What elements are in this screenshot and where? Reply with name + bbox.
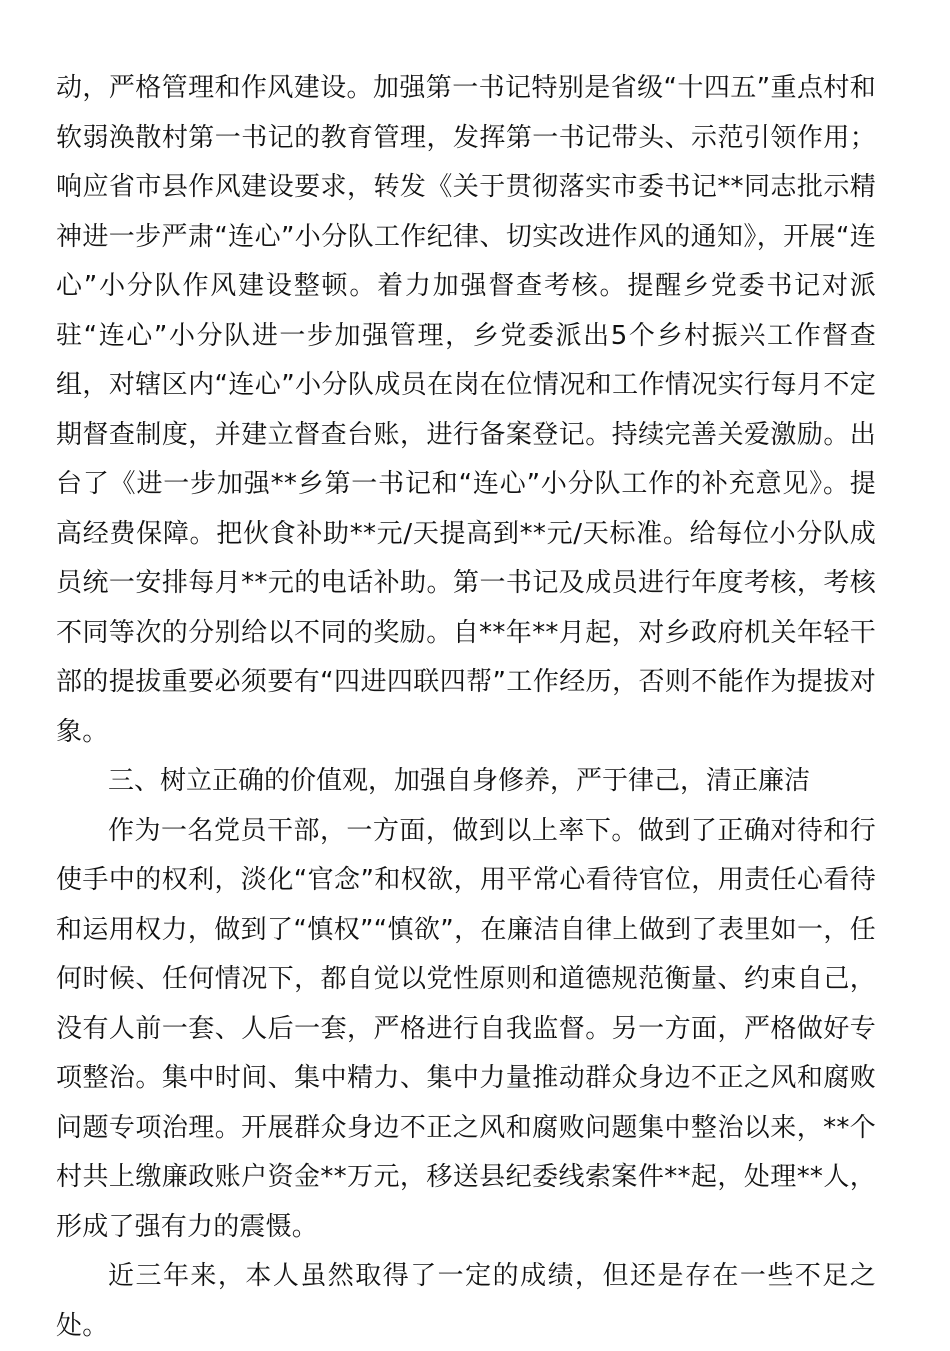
paragraph-closing: 近三年来，本人虽然取得了一定的成绩，但还是存在一些不足之处。: [56, 1261, 876, 1341]
paragraph-body: 作为一名党员干部，一方面，做到以上率下。做到了正确对待和行使手中的权利，淡化“官念”和权欲，用平常心看待官位，用责任心看待和运用权力，做到了“慎权”“慎欲”，在廉洁自律上做到了表里如一，任何时候、任何情况下，都自觉以党性原则和道德规范衡量、约束自己，没有人前一套、人后一套，严格进行自我监督。另一方面，严格做好专项整治。集中时间、集中精力、集中力量推动群众身边不正之风和腐败问题专项治理。开展群众身边不正之风和腐败问题集中整治以来，**个村共上缴廉政账户资金**万元，移送县纪委线索案件**起，处理**人，形成了强有力的震慑。: [56, 815, 876, 1242]
paragraph-continuation: 动，严格管理和作风建设。加强第一书记特别是省级“十四五”重点村和软弱涣散村第一书记的教育管理，发挥第一书记带头、示范引领作用；响应省市县作风建设要求，转发《关于贯彻落实市委书记**同志批示精神进一步严肃“连心”小分队工作纪律、切实改进作风的通知》，开展“连心”小分队作风建设整顿。着力加强督查考核。提醒乡党委书记对派驻“连心”小分队进一步加强管理，乡党委派出5个乡村振兴工作督查组，对辖区内“连心”小分队成员在岗在位情况和工作情况实行每月不定期督查制度，并建立督查台账，进行备案登记。持续完善关爱激励。出台了《进一步加强**乡第一书记和“连心”小分队工作的补充意见》。提高经费保障。把伙食补助**元/天提高到**元/天标准。给每位小分队成员统一安排每月**元的电话补助。第一书记及成员进行年度考核，考核不同等次的分别给以不同的奖励。自**年**月起，对乡政府机关年轻干部的提拔重要必须要有“四进四联四帮”工作经历，否则不能作为提拔对象。: [56, 73, 876, 747]
section-heading: 三、树立正确的价值观，加强自身修养，严于律己，清正廉洁: [108, 766, 811, 796]
document-page: [56, 64, 876, 1351]
